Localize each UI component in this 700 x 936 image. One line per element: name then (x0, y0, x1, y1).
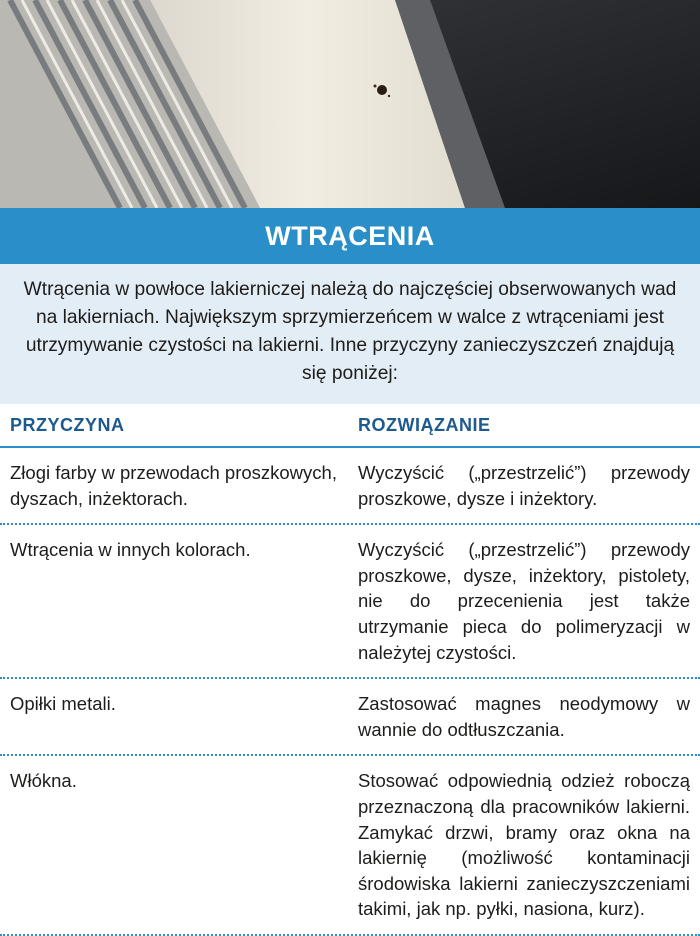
cause-cell: Wtrącenia w innych kolorach. (10, 539, 251, 561)
solution-cell: Zastosować magnes neodymowy w wannie do odtłuszczania. (358, 693, 690, 740)
title-bar (0, 208, 700, 264)
header-photo (0, 0, 700, 208)
table-row (0, 756, 700, 936)
solution-cell: Stosować odpowiednią odzież roboczą przeznaczoną dla pracowników lakierni. Zamykać drzwi, bramy oraz okna na lakiernię (możliwość kontaminacji środowiska lakierni zanieczyszczeniami takimi, jak np. pyłki, nasiona, kurz). (358, 770, 690, 920)
cause-solution-table (0, 404, 700, 936)
table-row (0, 525, 700, 679)
page-title: WTRĄCENIA (265, 220, 435, 251)
table-row (0, 679, 700, 756)
cause-cell: Włókna. (10, 770, 77, 792)
header-cause: PRZYCZYNA (10, 414, 125, 435)
table-row (0, 448, 700, 525)
cause-cell: Opiłki metali. (10, 693, 116, 715)
table-header (0, 404, 700, 448)
solution-cell: Wyczyścić („przestrzelić”) przewody proszkowe, dysze, inżektory, pistolety, nie do przecenienia jest także utrzymanie pieca do polimeryzacji w należytej czystości. (358, 539, 690, 663)
header-solution: ROZWIĄZANIE (358, 414, 491, 435)
intro-paragraph: Wtrącenia w powłoce lakierniczej należą do najczęściej obserwowanych wad na lakierniach. Największym sprzymierzeńcem w walce z wtrąceniami jest utrzymywanie czystości na lakierni. Inne przyczyny zanieczyszczeń znajdują się poniżej: (0, 264, 700, 404)
cause-cell: Złogi farby w przewodach proszkowych, dyszach, inżektorach. (10, 462, 337, 509)
solution-cell: Wyczyścić („przestrzelić”) przewody proszkowe, dysze i inżektory. (358, 462, 690, 509)
radiator-photo-illustration (0, 0, 700, 208)
